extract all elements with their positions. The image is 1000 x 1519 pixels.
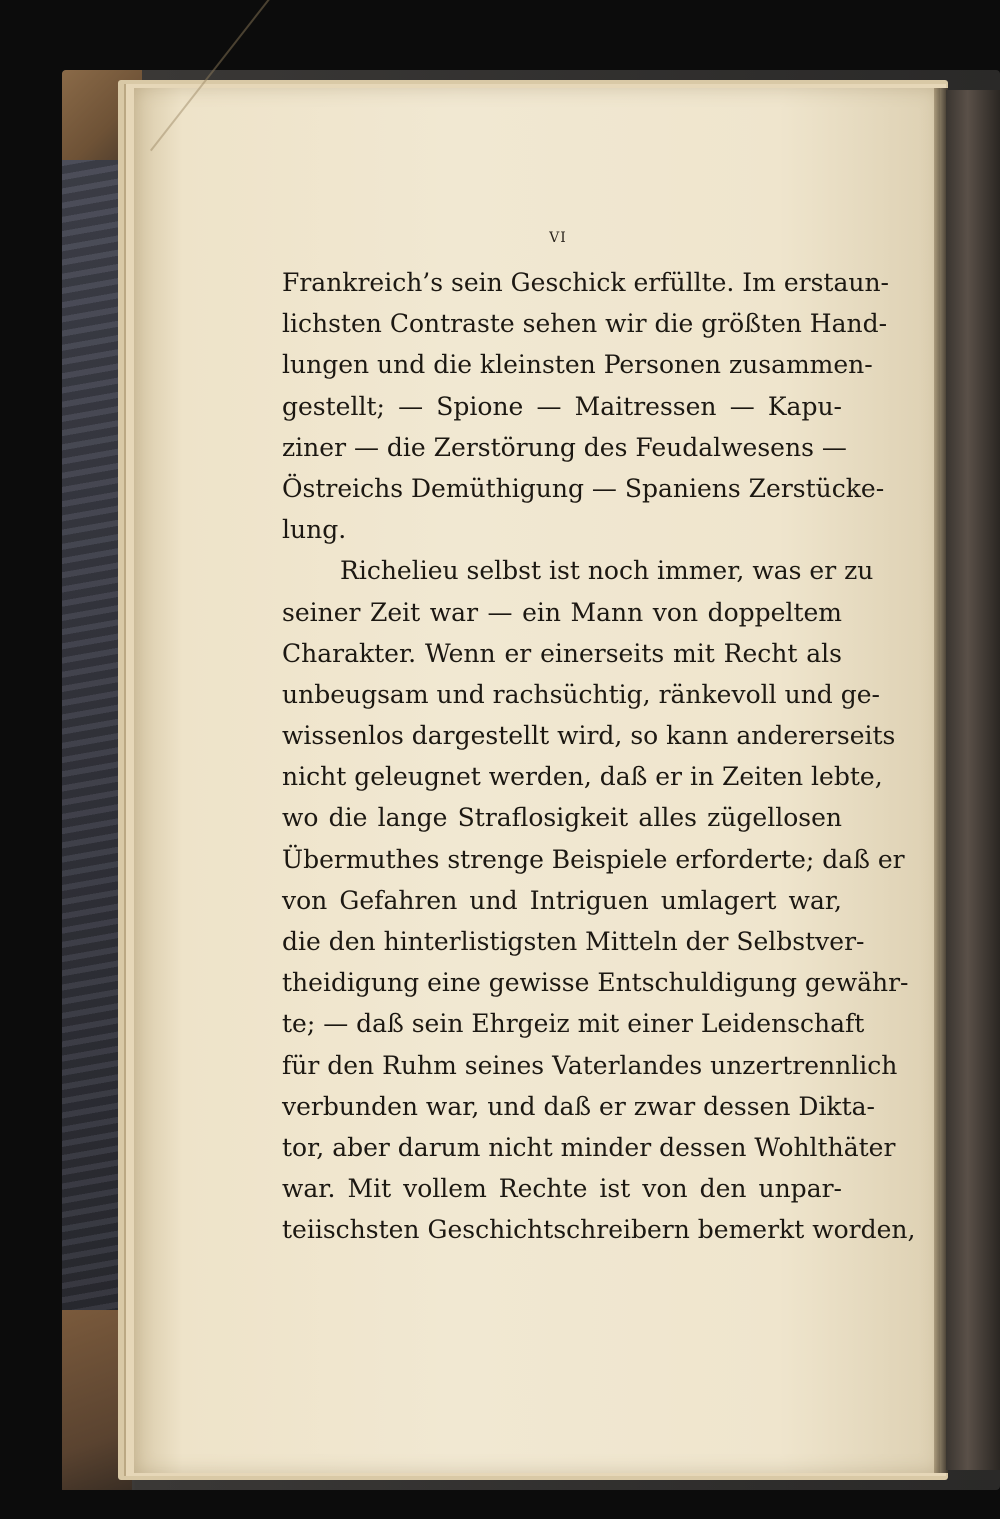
text-line: Übermuthes strenge Beispiele erforderte; daß er	[282, 844, 905, 874]
text-line: Östreichs Demüthigung — Spaniens Zerstücke-	[282, 473, 885, 503]
text-line: tor, aber darum nicht minder dessen Wohlthäter	[282, 1132, 896, 1162]
text-line: lichsten Contraste sehen wir die größten Hand-	[282, 309, 888, 339]
text-line: te; — daß sein Ehrgeiz mit einer Leidenschaft	[282, 1009, 865, 1039]
text-line: teiischsten Geschichtschreibern bemerkt worden,	[282, 1215, 916, 1245]
text-line: Richelieu selbst ist noch immer, was er zu	[340, 556, 874, 586]
text-line: unbeugsam und rachsüchtig, ränkevoll und ge-	[282, 679, 880, 709]
book-spine	[946, 90, 1000, 1470]
text-line: wissenlos dargestellt wird, so kann andererseits	[282, 721, 896, 751]
page-number: VI	[549, 230, 567, 246]
text-line: wo die lange Straflosigkeit alles zügellosen	[282, 803, 842, 833]
text-line: ziner — die Zerstörung des Feudalwesens —	[282, 432, 847, 462]
text-line: Frankreich’s sein Geschick erfüllte. Im erstaun-	[282, 268, 890, 297]
text-line: die den hinterlistigsten Mitteln der Selbstver-	[282, 927, 865, 956]
text-block	[282, 228, 916, 1251]
text-line: nicht geleugnet werden, daß er in Zeiten lebte,	[282, 762, 883, 792]
text-line: Charakter. Wenn er einerseits mit Recht als	[282, 638, 842, 668]
text-line: lungen und die kleinsten Personen zusammen-	[282, 350, 873, 380]
marbled-cover-edge	[62, 160, 124, 1310]
text-line: lung.	[282, 515, 347, 545]
text-line: seiner Zeit war — ein Mann von doppeltem	[282, 597, 842, 627]
text-line: von Gefahren und Intriguen umlagert war,	[282, 885, 842, 915]
text-line: für den Ruhm seines Vaterlandes unzertrennlich	[282, 1050, 898, 1080]
text-line: gestellt; — Spione — Maitressen — Kapu-	[282, 391, 842, 421]
text-line: theidigung eine gewisse Entschuldigung gewähr-	[282, 968, 909, 998]
text-line: war. Mit vollem Rechte ist von den unpar-	[282, 1174, 842, 1204]
text-line: verbunden war, und daß er zwar dessen Dikta-	[282, 1091, 875, 1121]
